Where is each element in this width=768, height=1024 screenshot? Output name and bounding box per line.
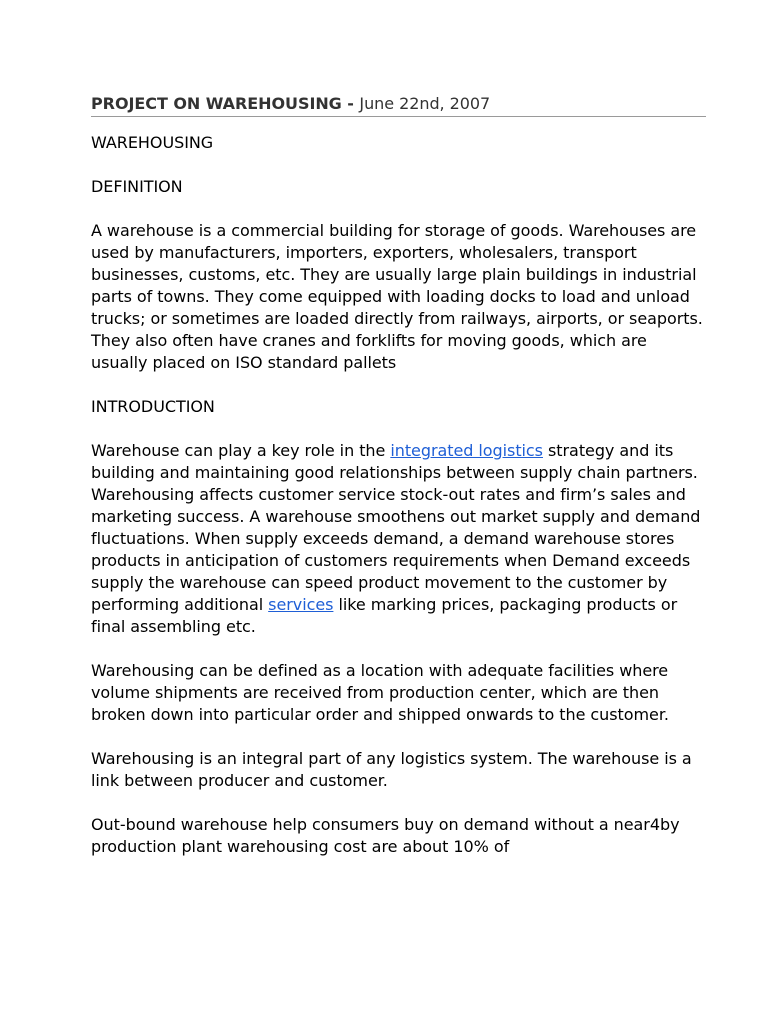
document-date: June 22nd, 2007 — [359, 94, 491, 113]
introduction-paragraph — [91, 440, 706, 638]
heading-introduction: INTRODUCTION — [91, 397, 215, 416]
integrated-logistics-link[interactable]: integrated logistics — [390, 441, 543, 460]
document-title: PROJECT ON WAREHOUSING — [91, 94, 342, 113]
heading-definition: DEFINITION — [91, 177, 183, 196]
intro-text-part2: strategy and its building and maintaining good relationships between supply chain partners. Warehousing affects customer service stock-out rates and firm’s sales and marketing success. A warehouse smoothens out market supply and demand fluctuations. When supply exceeds demand, a demand warehouse stores products in anticipation of customers requirements when Demand exceeds supply the warehouse can speed product movement to the customer by performing additional — [91, 441, 701, 614]
location-paragraph: Warehousing can be defined as a location with adequate facilities where volume shipments are received from production center, which are then broken down into particular order and shipped onwards to the customer. — [91, 661, 669, 724]
outbound-paragraph: Out-bound warehouse help consumers buy on demand without a near4by production plant warehousing cost are about 10% of — [91, 815, 680, 856]
document-title-row — [91, 92, 706, 117]
intro-text-part1: Warehouse can play a key role in the — [91, 441, 391, 460]
intro-text-part3: like marking prices, packaging products or final assembling etc. — [91, 595, 678, 636]
document-content — [91, 92, 706, 880]
heading-warehousing: WAREHOUSING — [91, 133, 214, 152]
title-separator: - — [341, 94, 360, 113]
services-link[interactable]: services — [268, 595, 334, 614]
definition-paragraph: A warehouse is a commercial building for storage of goods. Warehouses are used by manufacturers, importers, exporters, wholesalers, transport businesses, customs, etc. They are usually large plain buildings in industrial parts of towns. They come equipped with loading docks to load and unload trucks; or sometimes are loaded directly from railways, airports, or seaports. They also often have cranes and forklifts for moving goods, which are usually placed on ISO standard pallets — [91, 221, 703, 372]
integral-paragraph: Warehousing is an integral part of any logistics system. The warehouse is a link between producer and customer. — [91, 749, 692, 790]
